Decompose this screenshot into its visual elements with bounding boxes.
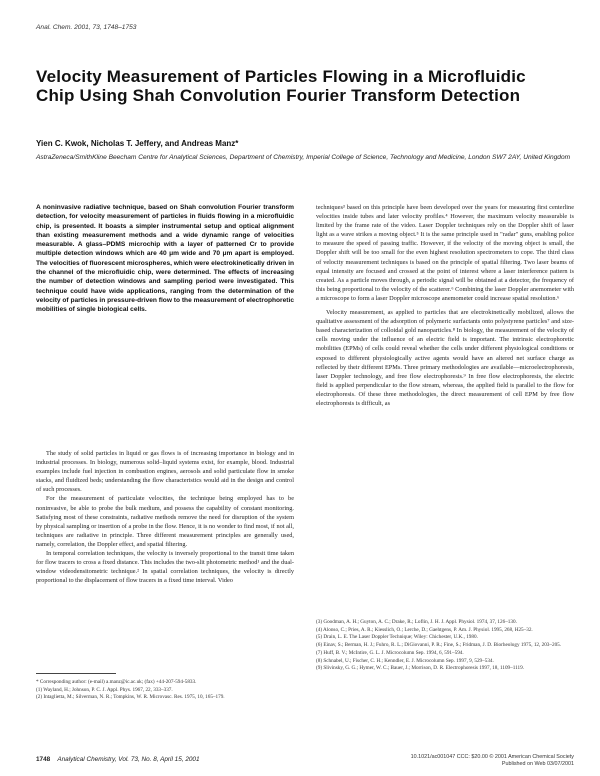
reference-item: (6) Einav, S.; Berman, H. J.; Fuhro, R. L.; DiGiovanni, P. R.; Fine, S.; Fridman, J. D. Biorheology 1975, 12, 203–205. (316, 642, 562, 649)
body-paragraph: In temporal correlation techniques, the velocity is inversely proportional to the transit time taken for flow tracers to cross a fixed distance. This includes the two-slit photometric method¹ and the dual-window videodensitometric technique.² In spatial correlation techniques, the velocity is directly proportional to the displacement of flow tracers in a fixed time interval. Video (36, 550, 294, 585)
journal-header: Anal. Chem. 2001, 73, 1748–1753 (36, 24, 137, 31)
abstract: A noninvasive radiative technique, based on Shah convolution Fourier transform detection, for velocity measurement of particles in fluids flowing in a microfluidic chip, is presented. It boasts a simpler instrumental setup and optical alignment than existing measurement methods and a wide dynamic range of velocities measurable. A glass–PDMS microchip with a layer of patterned Cr to provide multiple detection windows which are 40 μm wide and 70 μm apart is employed. The velocities of fluorescent microspheres, which were electrokinetically driven in the channel of the microfluidic chip, were determined. The effects of increasing the number of detection windows and sampling period were investigated. This technique could have wide applications, ranging from the determination of the velocity of particles in pressure-driven flow to the measurement of electrophoretic mobilities of single biological cells. (36, 204, 294, 314)
affiliation: AstraZeneca/SmithKline Beecham Centre for Analytical Sciences, Department of Chemistry, Imperial College of Science, Technology and Medicine, London SW7 2AY, United Kingdom (36, 154, 571, 161)
page-footer-left (36, 756, 200, 763)
body-paragraph: The study of solid particles in liquid or gas flows is of increasing importance in biology and in industrial processes. In biology, numerous solid–liquid systems exist, for example, blood. Industrial examples include fuel injection in combustion engines, aerosols and solid particulate flow in smoke stacks, and fluidized beds; understanding the flow characteristics would aid in the design and control of such processes. (36, 450, 294, 494)
published-date: Published on Web 03/07/2001 (501, 761, 574, 768)
reference-item: (4) Alonso, C.; Pries, A. R.; Kiesslich, O.; Lerche, D.; Gaehtgens, P. Am. J. Physiol. 1995, 268, H25–32. (316, 626, 533, 633)
reference-item: (5) Drain, L. E. The Laser Doppler Technique; Wiley: Chichester, U.K., 1980. (316, 634, 478, 641)
reference-list (316, 619, 574, 673)
footnote-divider (36, 673, 116, 674)
reference-item: (8) Schnabel, U.; Fischer, C. H.; Kenndler, E. J. Microcolumn Sep. 1997, 9, 529–534. (316, 657, 494, 664)
body-paragraph: techniques³ based on this principle have been developed over the years for measuring first centerline velocities inside tubes and later velocity profiles.⁴ However, the maximum velocity measurable is limited by the frame rate of the video. Laser Doppler techniques rely on the Doppler shift of laser light as a wave strikes a moving object.⁵ It is the same principle used in "radar" guns, enabling police to measure the speed of passing traffic. However, if the velocity of the moving object is small, the Doppler shift will be too small for the even highest resolution spectrometers to cope. The third class of velocity measurement techniques is based on the principle of spatial filtering. Two laser beams of equal intensity are focused and crossed at the point of interest where a laser interference pattern is created. As a particle moves through, a periodic signal will be obtained at a detector, the frequency of this being proportional to the velocity of the scatterer.⁶ Combining the laser Doppler anemometer with a microscope to form a laser Doppler microscope anemometer could increase spatial resolution.⁶ (316, 204, 574, 302)
page-footer-right (380, 754, 574, 768)
body-column-right (316, 203, 574, 408)
body-paragraph: For the measurement of particulate velocities, the technique being employed has to be noninvasive, be able to probe the bulk medium, and possess the capability of constant monitoring. Satisfying most of these constraints, radiative methods remove the need for disruption of the system by physical sampling or insertion of a probe in the flow. Hence, it is no wonder to find most, if not all, techniques are radiative in principle. Three different measurement principles are generally used, namely, correlation, the Doppler effect, and spatial filtering. (36, 495, 294, 548)
body-column-left (36, 449, 294, 585)
page-number: 1748 (36, 756, 51, 763)
reference-item: (3) Goodman, A. H.; Guyton, A. C.; Drake, R.; Loflin, J. H. J. Appl. Physiol. 1974, 37, 126–130. (316, 619, 517, 625)
footnotes (36, 679, 294, 702)
author-list: Yien C. Kwok, Nicholas T. Jeffery, and Andreas Manz* (36, 139, 239, 148)
journal-issue: Analytical Chemistry, Vol. 73, No. 8, April 15, 2001 (57, 756, 200, 763)
body-paragraph: Velocity measurement, as applied to particles that are electrokinetically mobilized, allows the qualitative assessment of the adsorption of polymeric surfactants onto polystyrene particles⁷ and size-based characterization of colloidal gold nanoparticles.⁸ In biology, the measurement of the velocity of cells moving under the influence of an electric field is important. The intrinsic electrophoretic mobilities (EPMs) of cells could reveal whether the cells under different physiological conditions or exposed to different physiologically active agents would have an altered net surface charge as reflected by their different EPMs. Three primary methodologies are available—microelectrophoresis, laser Doppler technology, and free flow electrophoresis.⁹ In free flow electrophoresis, the electric field is applied perpendicular to the flow stream, whereas, the applied field is parallel to the flow for electrophoresis. Of these three methodologies, the direct measurement of cell EPM by free flow electrophoresis is difficult, as (316, 309, 574, 407)
doi-price: 10.1021/ac001047 CCC: $20.00 © 2001 American Chemical Society (410, 754, 574, 760)
reference-item: (9) Slivinsky, G. G.; Hymer, W. C.; Bauer, J.; Morrison, D. R. Electrophoresis 1997, 18, 1109–1119. (316, 665, 525, 672)
footnote-corresponding: * Corresponding author: (e-mail) a.manz@ic.ac.uk; (fax) +44-207-594-5833. (36, 679, 197, 685)
reference-item: (2) Intaglietta, M.; Silverman, N. R.; Tompkins, W. R. Microvasc. Res. 1975, 10, 165–179. (36, 694, 225, 701)
reference-item: (1) Wayland, H.; Johnson, P. C. J. Appl. Phys. 1967, 22, 333–337. (36, 686, 173, 693)
article-title: Velocity Measurement of Particles Flowing in a Microfluidic Chip Using Shah Convolution Fourier Transform Detection (36, 67, 526, 105)
reference-item: (7) Huff, B. V.; McIntire, G. L. J. Microcolumn Sep. 1994, 6, 591–594. (316, 649, 464, 656)
